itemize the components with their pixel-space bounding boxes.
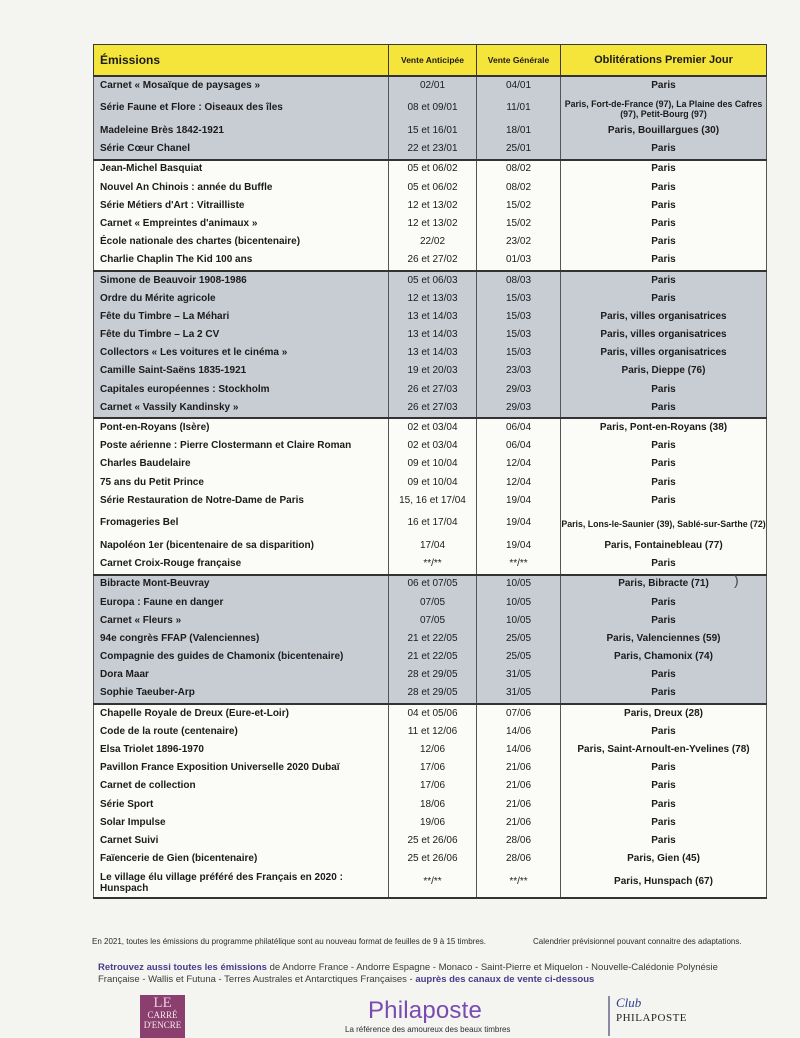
table-row [94, 197, 767, 215]
emission-name-cell: École nationale des chartes (bicentenaire) [94, 233, 389, 251]
obliteration-cell: Paris [561, 474, 767, 492]
vente-generale-cell: 21/06 [477, 796, 561, 814]
obliteration-cell: Paris, Fontainebleau (77) [561, 537, 767, 555]
obliteration-cell: Paris, Bouillargues (30) [561, 122, 767, 140]
vente-generale-cell: 14/06 [477, 723, 561, 741]
vente-generale-cell: 19/04 [477, 537, 561, 555]
vente-anticipee-cell: 13 et 14/03 [389, 326, 477, 344]
obliteration-cell: Paris [561, 778, 767, 796]
obliteration-cell: Paris [561, 555, 767, 574]
vente-anticipee-cell: 13 et 14/03 [389, 308, 477, 326]
vente-anticipee-cell: 15 et 16/01 [389, 122, 477, 140]
vente-generale-cell: 29/03 [477, 399, 561, 418]
obliteration-cell: Paris [561, 140, 767, 159]
table-row [94, 76, 767, 95]
emission-name-cell: Carnet « Fleurs » [94, 612, 389, 630]
obliteration-cell: Paris, villes organisatrices [561, 326, 767, 344]
table-header-row [94, 45, 767, 77]
vente-anticipee-cell: 28 et 29/05 [389, 666, 477, 684]
pen-mark: ) [734, 572, 739, 588]
table-row [94, 723, 767, 741]
obliteration-cell: Paris [561, 252, 767, 271]
table-row [94, 685, 767, 704]
carre-d-encre-logo [140, 995, 185, 1038]
table-row [94, 741, 767, 759]
obliteration-cell: Paris [561, 685, 767, 704]
emission-name-cell: Charlie Chaplin The Kid 100 ans [94, 252, 389, 271]
vente-generale-cell: 23/02 [477, 233, 561, 251]
vente-anticipee-cell: 13 et 14/03 [389, 344, 477, 362]
emission-name-cell: Fromageries Bel [94, 510, 389, 537]
table-row [94, 648, 767, 666]
vente-anticipee-cell: 18/06 [389, 796, 477, 814]
table-row [94, 344, 767, 362]
vente-anticipee-cell: 26 et 27/02 [389, 252, 477, 271]
vente-anticipee-cell: 05 et 06/03 [389, 271, 477, 290]
vente-anticipee-cell: 09 et 10/04 [389, 456, 477, 474]
vente-anticipee-cell: 05 et 06/02 [389, 179, 477, 197]
emission-name-cell: Fête du Timbre – La 2 CV [94, 326, 389, 344]
table-row [94, 381, 767, 399]
header-obliterations: Oblitérations Premier Jour [561, 45, 767, 77]
emission-name-cell: 75 ans du Petit Prince [94, 474, 389, 492]
vente-anticipee-cell: 07/05 [389, 594, 477, 612]
vente-anticipee-cell: **/** [389, 555, 477, 574]
vente-anticipee-cell: 25 et 26/06 [389, 832, 477, 850]
vente-anticipee-cell: 17/06 [389, 759, 477, 777]
vente-generale-cell: 10/05 [477, 594, 561, 612]
calendar-note: Calendrier prévisionnel pouvant connaitre des adaptations. [533, 937, 742, 946]
obliteration-cell: Paris [561, 215, 767, 233]
vente-generale-cell: 14/06 [477, 741, 561, 759]
vente-anticipee-cell: 19 et 20/03 [389, 363, 477, 381]
table-row [94, 326, 767, 344]
carre-logo-mark: LE [153, 995, 172, 1011]
emission-name-cell: Carnet de collection [94, 778, 389, 796]
emission-name-cell: Compagnie des guides de Chamonix (bicentenaire) [94, 648, 389, 666]
obliteration-cell: Paris, Chamonix (74) [561, 648, 767, 666]
vente-anticipee-cell: 12 et 13/02 [389, 197, 477, 215]
vente-anticipee-cell: 17/06 [389, 778, 477, 796]
obliteration-cell: Paris, Lons-le-Saunier (39), Sablé-sur-Sarthe (72) [561, 510, 767, 537]
table-row [94, 704, 767, 723]
emission-name-cell: Sophie Taeuber-Arp [94, 685, 389, 704]
obliteration-cell: Paris [561, 814, 767, 832]
vente-generale-cell: 12/04 [477, 456, 561, 474]
emission-name-cell: Carnet « Mosaïque de paysages » [94, 76, 389, 95]
table-row [94, 290, 767, 308]
table-row [94, 555, 767, 574]
vente-generale-cell: 08/02 [477, 179, 561, 197]
table-row [94, 492, 767, 510]
emission-name-cell: Bibracte Mont-Beuvray [94, 575, 389, 594]
table-row [94, 418, 767, 437]
obliteration-cell: Paris, villes organisatrices [561, 308, 767, 326]
notice-lead: Retrouvez aussi toutes les émissions [98, 962, 267, 973]
emission-name-cell: Série Restauration de Notre-Dame de Paris [94, 492, 389, 510]
emission-name-cell: Ordre du Mérite agricole [94, 290, 389, 308]
table-row [94, 363, 767, 381]
table-row [94, 215, 767, 233]
vente-anticipee-cell: 25 et 26/06 [389, 850, 477, 868]
vente-generale-cell: 23/03 [477, 363, 561, 381]
obliteration-cell: Paris, Saint-Arnoult-en-Yvelines (78) [561, 741, 767, 759]
emission-name-cell: Simone de Beauvoir 1908-1986 [94, 271, 389, 290]
vente-generale-cell: 07/06 [477, 704, 561, 723]
club-philaposte-logo [608, 996, 698, 1036]
obliteration-cell: Paris [561, 437, 767, 455]
emission-name-cell: Pavillon France Exposition Universelle 2020 Dubaï [94, 759, 389, 777]
philaposte-logo [345, 997, 511, 1034]
obliteration-cell: Paris, Hunspach (67) [561, 869, 767, 898]
vente-anticipee-cell: 17/04 [389, 537, 477, 555]
obliteration-cell: Paris, Dreux (28) [561, 704, 767, 723]
table-row [94, 814, 767, 832]
notice-territories: de Andorre France - Andorre Espagne - Monaco - Saint-Pierre et Miquelon - Nouvelle-Calédonie Polynésie Française - Wallis et Futuna - Terres Australes et Antarctiques Françaises - [98, 962, 718, 985]
emission-name-cell: Capitales européennes : Stockholm [94, 381, 389, 399]
emission-name-cell: Carnet « Vassily Kandinsky » [94, 399, 389, 418]
obliteration-cell: Paris, villes organisatrices [561, 344, 767, 362]
emission-name-cell: Solar Impulse [94, 814, 389, 832]
emission-name-cell: Europa : Faune en danger [94, 594, 389, 612]
table-row [94, 575, 767, 594]
emission-name-cell: Fête du Timbre – La Méhari [94, 308, 389, 326]
emission-name-cell: Faïencerie de Gien (bicentenaire) [94, 850, 389, 868]
obliteration-cell: Paris [561, 666, 767, 684]
vente-generale-cell: 19/04 [477, 510, 561, 537]
vente-anticipee-cell: 02 et 03/04 [389, 437, 477, 455]
emission-name-cell: Série Sport [94, 796, 389, 814]
vente-generale-cell: 06/04 [477, 437, 561, 455]
table-row [94, 160, 767, 179]
vente-anticipee-cell: 21 et 22/05 [389, 630, 477, 648]
emission-name-cell: Poste aérienne : Pierre Clostermann et Claire Roman [94, 437, 389, 455]
table-row [94, 778, 767, 796]
emission-name-cell: Elsa Triolet 1896-1970 [94, 741, 389, 759]
obliteration-cell: Paris [561, 723, 767, 741]
vente-generale-cell: 28/06 [477, 850, 561, 868]
emission-name-cell: Napoléon 1er (bicentenaire de sa disparition) [94, 537, 389, 555]
vente-anticipee-cell: 08 et 09/01 [389, 95, 477, 122]
header-vente-generale: Vente Générale [477, 45, 561, 77]
obliteration-cell: Paris, Gien (45) [561, 850, 767, 868]
obliteration-cell: Paris, Dieppe (76) [561, 363, 767, 381]
table-row [94, 510, 767, 537]
vente-generale-cell: 18/01 [477, 122, 561, 140]
vente-generale-cell: 28/06 [477, 832, 561, 850]
obliteration-cell: Paris [561, 612, 767, 630]
vente-generale-cell: 21/06 [477, 778, 561, 796]
obliteration-cell: Paris [561, 233, 767, 251]
emission-name-cell: Collectors « Les voitures et le cinéma » [94, 344, 389, 362]
vente-anticipee-cell: 26 et 27/03 [389, 399, 477, 418]
obliteration-cell: Paris [561, 759, 767, 777]
table-row [94, 456, 767, 474]
vente-anticipee-cell: 19/06 [389, 814, 477, 832]
vente-generale-cell: **/** [477, 555, 561, 574]
emission-name-cell: Série Métiers d'Art : Vitrailliste [94, 197, 389, 215]
obliteration-cell: Paris [561, 197, 767, 215]
table-row [94, 140, 767, 159]
obliteration-cell: Paris [561, 456, 767, 474]
table-row [94, 796, 767, 814]
obliteration-cell: Paris [561, 76, 767, 95]
other-territories-notice [98, 962, 738, 986]
emission-name-cell: Série Cœur Chanel [94, 140, 389, 159]
table-row [94, 666, 767, 684]
vente-anticipee-cell: 11 et 12/06 [389, 723, 477, 741]
emission-name-cell: Nouvel An Chinois : année du Buffle [94, 179, 389, 197]
obliteration-cell: Paris [561, 271, 767, 290]
table-row [94, 594, 767, 612]
vente-anticipee-cell: 04 et 05/06 [389, 704, 477, 723]
vente-generale-cell: 15/03 [477, 326, 561, 344]
emission-name-cell: Code de la route (centenaire) [94, 723, 389, 741]
vente-generale-cell: 08/02 [477, 160, 561, 179]
vente-anticipee-cell: 26 et 27/03 [389, 381, 477, 399]
table-row [94, 630, 767, 648]
carre-logo-word: CARRÉ [147, 1010, 178, 1020]
obliteration-cell: Paris [561, 796, 767, 814]
table-row [94, 612, 767, 630]
vente-anticipee-cell: 22/02 [389, 233, 477, 251]
emission-name-cell: Série Faune et Flore : Oiseaux des îles [94, 95, 389, 122]
emission-name-cell: Carnet Suivi [94, 832, 389, 850]
obliteration-cell: Paris [561, 160, 767, 179]
vente-generale-cell: 10/05 [477, 575, 561, 594]
vente-anticipee-cell: 06 et 07/05 [389, 575, 477, 594]
vente-anticipee-cell: 07/05 [389, 612, 477, 630]
vente-generale-cell: 25/05 [477, 648, 561, 666]
philaposte-tagline: La référence des amoureux des beaux timbres [345, 1025, 511, 1034]
header-emissions: Émissions [94, 45, 389, 77]
vente-anticipee-cell: 21 et 22/05 [389, 648, 477, 666]
vente-generale-cell: 29/03 [477, 381, 561, 399]
vente-generale-cell: 21/06 [477, 759, 561, 777]
table-row [94, 474, 767, 492]
emission-name-cell: Carnet « Empreintes d'animaux » [94, 215, 389, 233]
vente-anticipee-cell: 02/01 [389, 76, 477, 95]
vente-anticipee-cell: 22 et 23/01 [389, 140, 477, 159]
vente-anticipee-cell: 12/06 [389, 741, 477, 759]
emission-name-cell: Jean-Michel Basquiat [94, 160, 389, 179]
obliteration-cell: Paris [561, 381, 767, 399]
vente-generale-cell: 01/03 [477, 252, 561, 271]
vente-generale-cell: 15/03 [477, 308, 561, 326]
obliteration-cell: Paris [561, 179, 767, 197]
emission-name-cell: Charles Baudelaire [94, 456, 389, 474]
club-name: PHILAPOSTE [616, 1012, 688, 1024]
table-row [94, 308, 767, 326]
table-body [94, 76, 767, 898]
vente-generale-cell: 10/05 [477, 612, 561, 630]
emission-name-cell: Dora Maar [94, 666, 389, 684]
emission-name-cell: Madeleine Brès 1842-1921 [94, 122, 389, 140]
header-vente-anticipee: Vente Anticipée [389, 45, 477, 77]
vente-generale-cell: 15/02 [477, 197, 561, 215]
table-row [94, 233, 767, 251]
vente-generale-cell: 04/01 [477, 76, 561, 95]
vente-generale-cell: 15/03 [477, 344, 561, 362]
table-row [94, 271, 767, 290]
vente-generale-cell: 06/04 [477, 418, 561, 437]
table-row [94, 399, 767, 418]
obliteration-cell: Paris [561, 594, 767, 612]
obliteration-cell: Paris [561, 492, 767, 510]
emission-name-cell: Carnet Croix-Rouge française [94, 555, 389, 574]
table-row [94, 252, 767, 271]
vente-generale-cell: 19/04 [477, 492, 561, 510]
emission-name-cell: Camille Saint-Saëns 1835-1921 [94, 363, 389, 381]
carre-logo-word2: D'ENCRE [143, 1019, 182, 1030]
table-row [94, 179, 767, 197]
obliteration-cell: Paris [561, 832, 767, 850]
club-label: Club [616, 995, 642, 1010]
vente-generale-cell: 08/03 [477, 271, 561, 290]
table-row [94, 95, 767, 122]
emissions-table [93, 44, 767, 899]
vente-anticipee-cell: 02 et 03/04 [389, 418, 477, 437]
obliteration-cell: Paris [561, 290, 767, 308]
vente-generale-cell: 15/02 [477, 215, 561, 233]
vente-anticipee-cell: 09 et 10/04 [389, 474, 477, 492]
vente-anticipee-cell: **/** [389, 869, 477, 898]
vente-generale-cell: **/** [477, 869, 561, 898]
vente-generale-cell: 31/05 [477, 666, 561, 684]
table-row [94, 869, 767, 898]
vente-generale-cell: 31/05 [477, 685, 561, 704]
table-row [94, 850, 767, 868]
emission-name-cell: 94e congrès FFAP (Valenciennes) [94, 630, 389, 648]
vente-anticipee-cell: 28 et 29/05 [389, 685, 477, 704]
philaposte-name: Philaposte [367, 997, 483, 1024]
vente-anticipee-cell: 12 et 13/03 [389, 290, 477, 308]
obliteration-cell: Paris, Bibracte (71) [561, 575, 767, 594]
table-row [94, 122, 767, 140]
table-row [94, 759, 767, 777]
vente-anticipee-cell: 05 et 06/02 [389, 160, 477, 179]
obliteration-cell: Paris, Fort-de-France (97), La Plaine des Cafres (97), Petit-Bourg (97) [561, 95, 767, 122]
emission-name-cell: Chapelle Royale de Dreux (Eure-et-Loir) [94, 704, 389, 723]
notice-end: auprès des canaux de vente ci-dessous [415, 973, 595, 985]
format-note: En 2021, toutes les émissions du programme philatélique sont au nouveau format de feuilles de 9 à 15 timbres. [92, 937, 487, 946]
table-row [94, 537, 767, 555]
obliteration-cell: Paris, Valenciennes (59) [561, 630, 767, 648]
vente-generale-cell: 25/01 [477, 140, 561, 159]
obliteration-cell: Paris, Pont-en-Royans (38) [561, 418, 767, 437]
table-row [94, 437, 767, 455]
vente-generale-cell: 11/01 [477, 95, 561, 122]
obliteration-cell: Paris [561, 399, 767, 418]
vente-anticipee-cell: 16 et 17/04 [389, 510, 477, 537]
vente-anticipee-cell: 15, 16 et 17/04 [389, 492, 477, 510]
vente-generale-cell: 12/04 [477, 474, 561, 492]
vente-generale-cell: 25/05 [477, 630, 561, 648]
vente-generale-cell: 21/06 [477, 814, 561, 832]
vente-generale-cell: 15/03 [477, 290, 561, 308]
emission-name-cell: Pont-en-Royans (Isère) [94, 418, 389, 437]
vente-anticipee-cell: 12 et 13/02 [389, 215, 477, 233]
emission-name-cell: Le village élu village préféré des Français en 2020 : Hunspach [94, 869, 389, 898]
table-row [94, 832, 767, 850]
